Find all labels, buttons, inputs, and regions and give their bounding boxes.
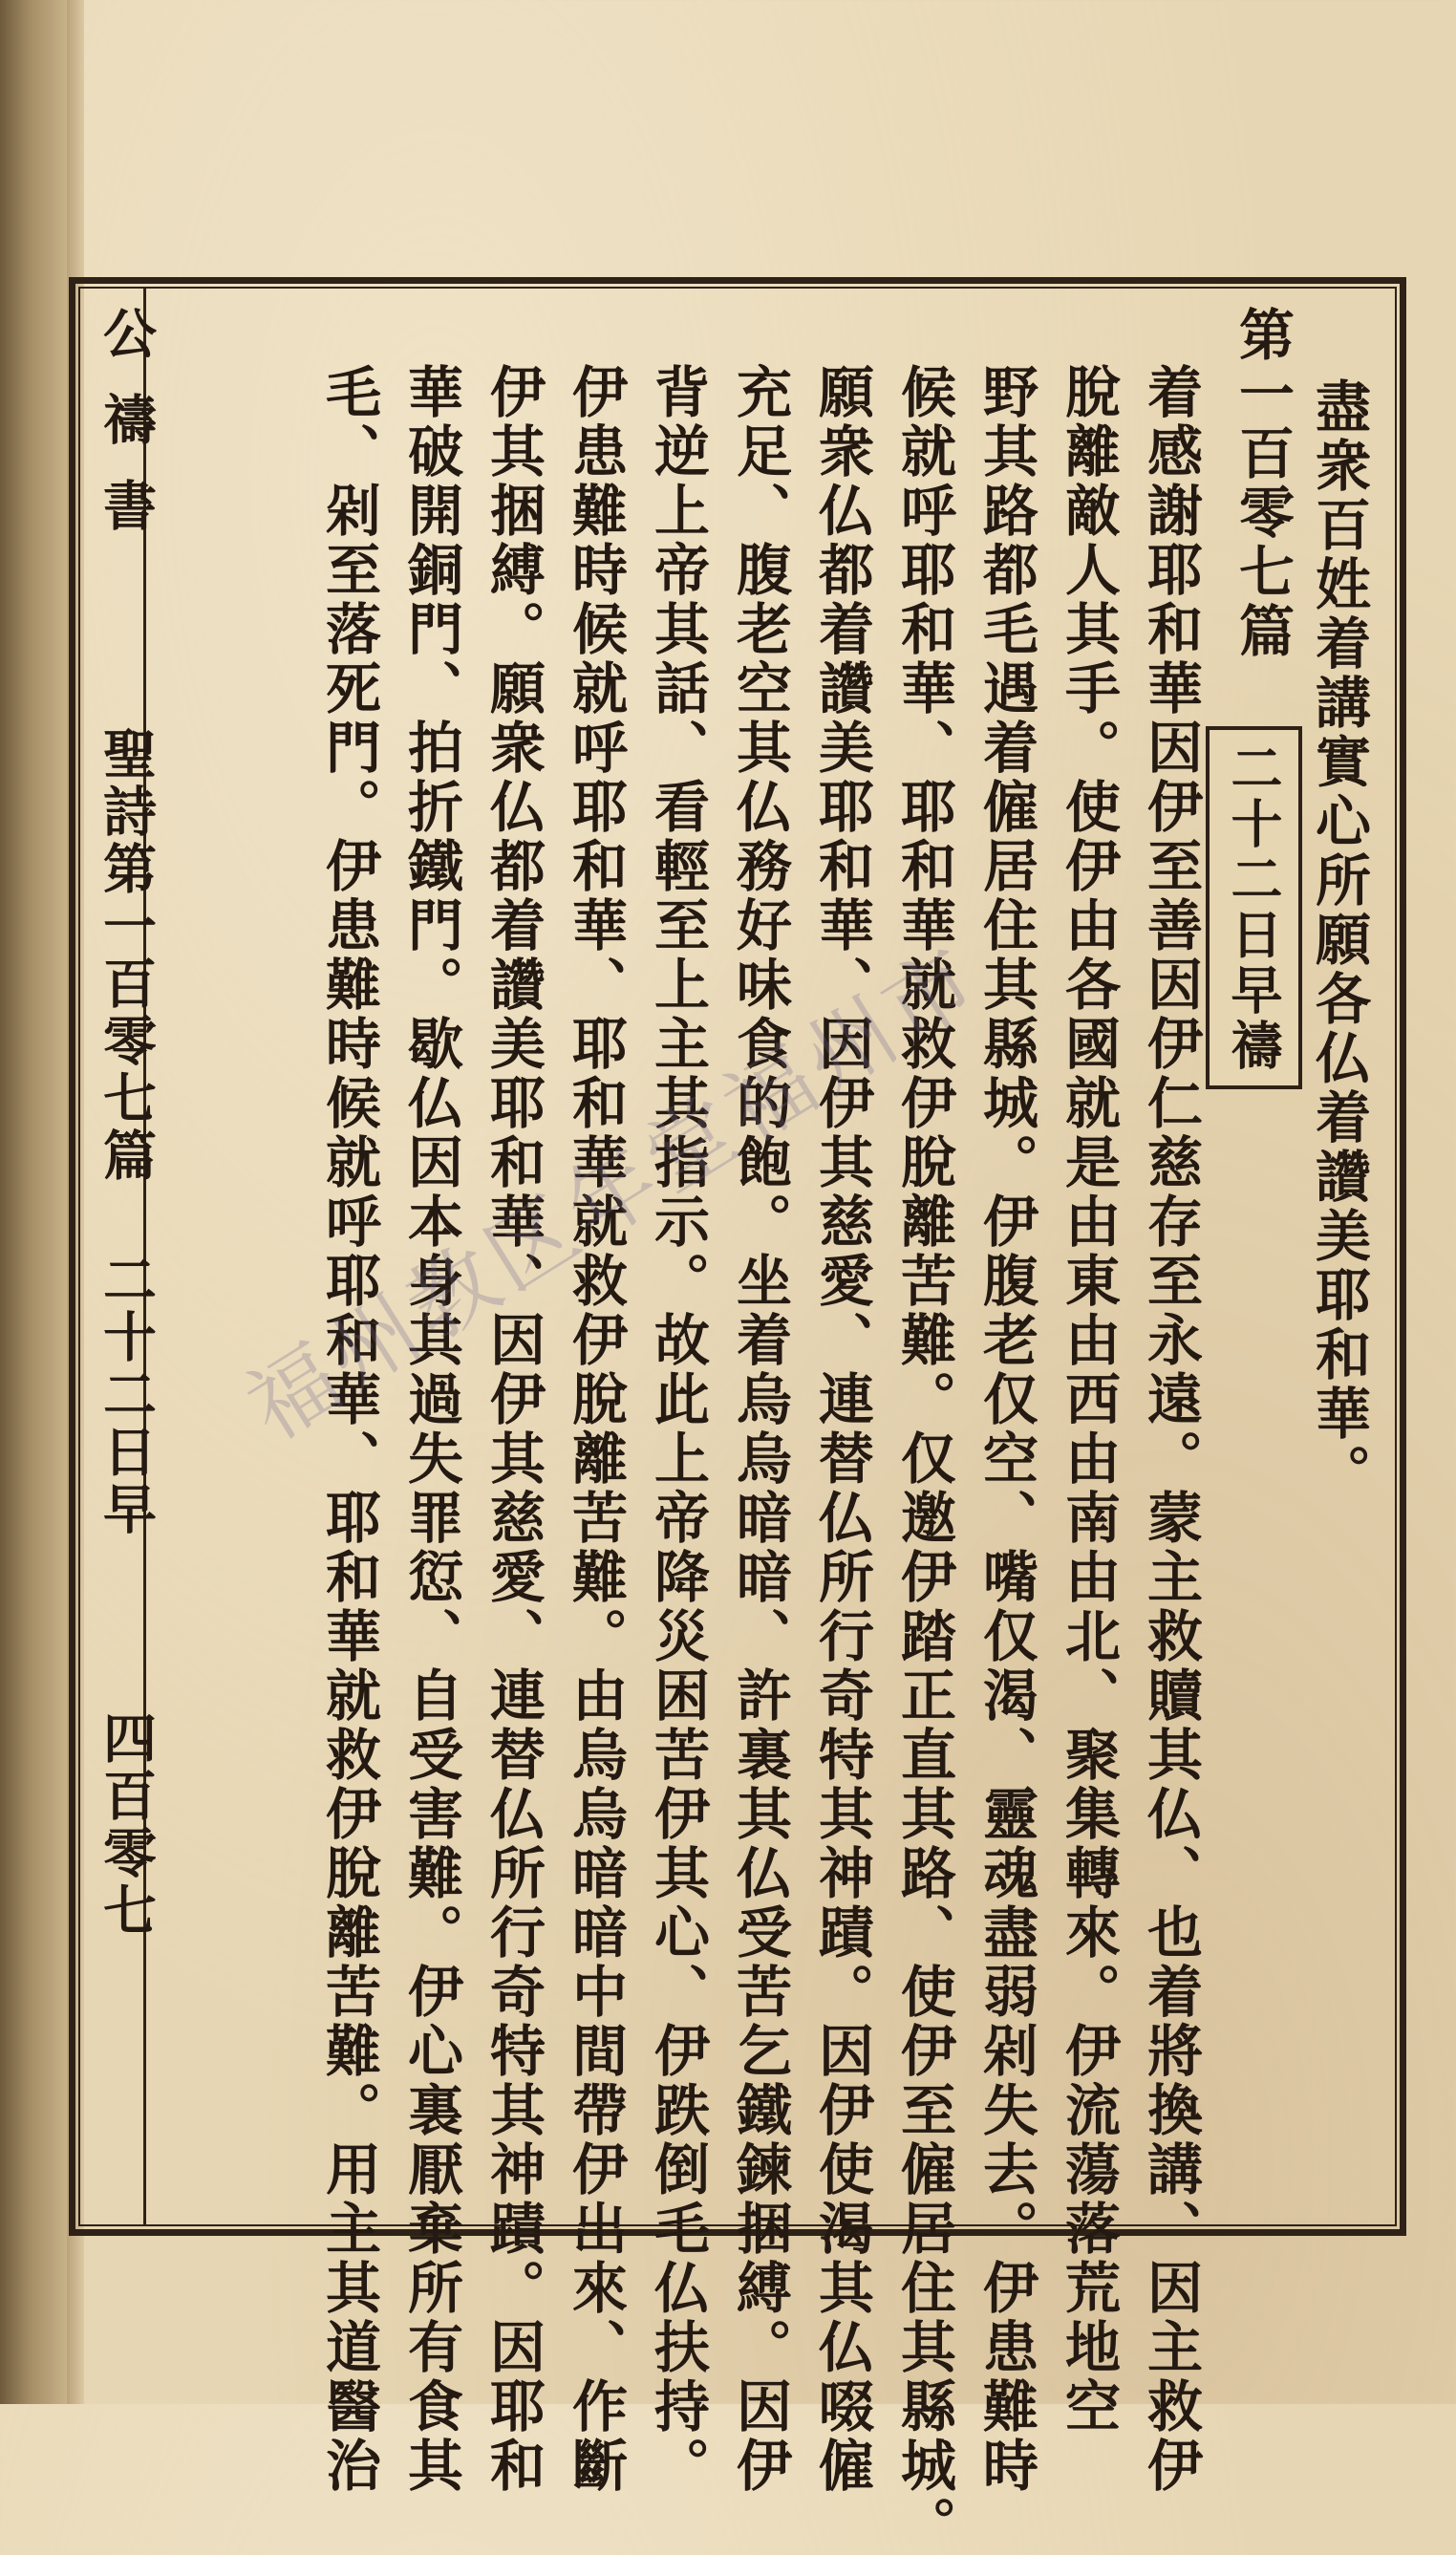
- text-column: 候就呼耶和華、耶和華就救伊脫離苦難。仅邀伊踏正直其路、使伊至僱居住其縣城。: [891, 363, 956, 2555]
- library-watermark: 福州教区年堂福州市: [229, 926, 999, 1460]
- book-spine: [0, 0, 67, 2404]
- text-column: 脫離敵人其手。使伊由各國就是由東由西由南由北、聚集轉來。伊流蕩落荒地空: [1056, 363, 1121, 2437]
- text-column: 着感謝耶和華因伊至善因伊仁慈存至永遠。蒙主救贖其仏、也着將換講、因主救伊: [1138, 363, 1203, 2496]
- text-column: 背逆上帝其話、看輕至上主其指示。故此上帝降災困苦伊其心、伊跌倒毛仏扶持。: [645, 363, 710, 2496]
- text-column: 伊患難時候就呼耶和華、耶和華就救伊脫離苦難。由烏烏暗暗中間帶伊出來、作斷: [563, 363, 628, 2496]
- margin-page-number: 四百零七: [95, 1710, 158, 1940]
- text-column: 充足、腹老空其仏務好味食的飽。坐着烏烏暗暗、許裏其仏受苦乞鐵鍊捆縛。因伊: [727, 363, 792, 2496]
- service-label: 二十二日早禱: [1206, 726, 1302, 1089]
- text-column: 伊其捆縛。願衆仏都着讚美耶和華、因伊其慈愛、連替仏所行奇特其神蹟。因耶和: [481, 363, 546, 2496]
- margin-section: 聖詩第一百零七篇: [95, 726, 158, 1185]
- margin-date: 二十二日早: [95, 1252, 158, 1538]
- psalm-title: 第一百零七篇: [1230, 306, 1295, 661]
- margin-book-title: 公禱書: [95, 306, 158, 564]
- text-column: 野其路都毛遇着僱居住其縣城。伊腹老仅空、嘴仅渴、靈魂盡弱剁失去。伊患難時: [974, 363, 1038, 2496]
- text-column: 願衆仏都着讚美耶和華、因伊其慈愛、連替仏所行奇特其神蹟。因伊使渴其仏啜僱: [809, 363, 874, 2496]
- text-column: 盡衆百姓着講實心所願各仏着讚美耶和華。: [1306, 377, 1371, 1503]
- text-column: 毛、剁至落死門。伊患難時候就呼耶和華、耶和華就救伊脫離苦難。用主其道醫治: [316, 363, 381, 2496]
- text-column: 華破開銅門、拍折鐵門。歇仏因本身其過失罪愆、自受害難。伊心裏厭棄所有食其: [398, 363, 463, 2496]
